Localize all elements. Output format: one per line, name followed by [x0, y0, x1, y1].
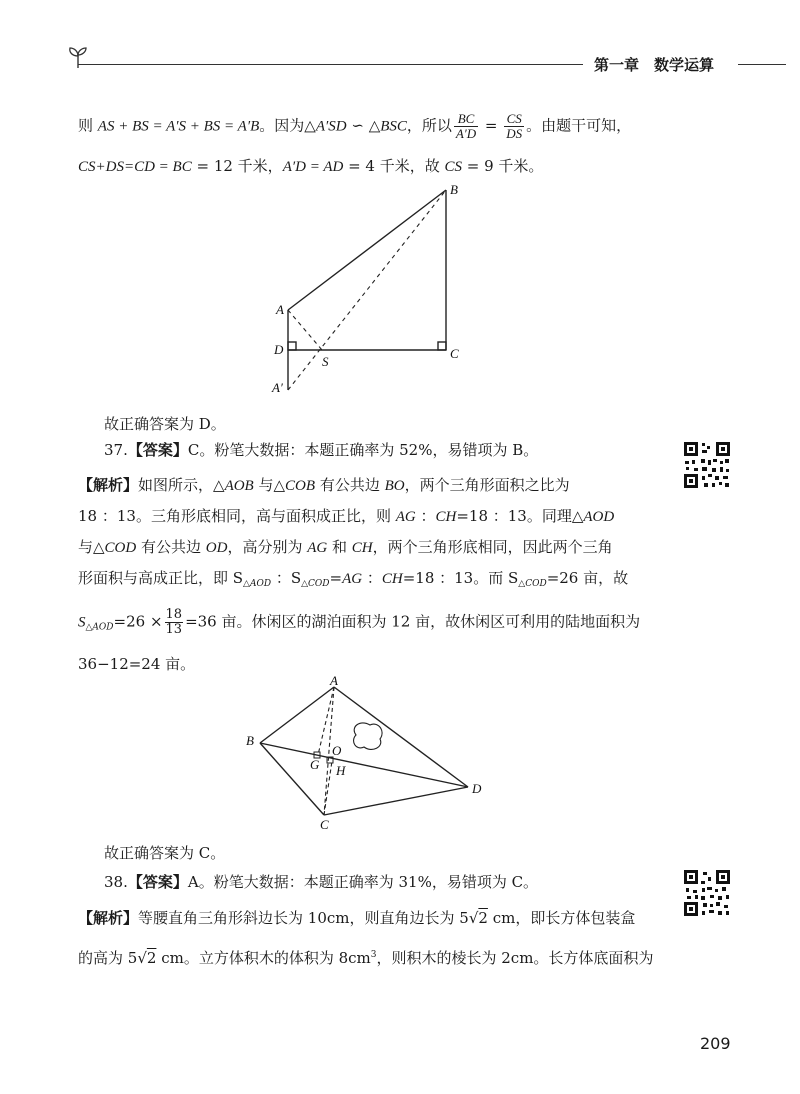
diagonal-bd — [260, 743, 468, 787]
figure-quadrilateral-diagram — [240, 675, 500, 835]
figure-reflection-diagram — [260, 180, 480, 400]
qr-code-icon[interactable] — [682, 440, 732, 490]
chapter-title: 第一章 数学运算 — [594, 56, 715, 74]
q36-conclusion: 故正确答案为 D。 — [104, 415, 226, 433]
fraction-bc-ad: $\frac{BC}{A'D}$ — [455, 111, 477, 141]
label-c: C — [450, 346, 459, 361]
header-rule-right — [738, 64, 786, 65]
segment-cd — [324, 787, 468, 815]
label-a: A — [330, 675, 338, 688]
label-d: D — [472, 781, 482, 796]
q38-analysis-line1: 【解析】等腰直角三角形斜边长为 10cm，则直角边长为 5√2 cm，即长方体包装盒 — [78, 909, 636, 927]
fraction-cs-ds: $\frac{CS}{DS}$ — [506, 111, 523, 141]
height-ch-dashed — [324, 761, 332, 815]
label-o: O — [332, 743, 342, 758]
fraction-18-13: $\frac{18}{13}$ — [165, 607, 183, 637]
q37-analysis-line3: 与△COD 有公共边 OD，高分别为 AG 和 CH，两个三角形底相同，因此两个三角 — [78, 538, 613, 556]
q37-answer: 37.【答案】C。粉笔大数据：本题正确率为 52%，易错项为 B。 — [104, 441, 539, 459]
q37-conclusion: 故正确答案为 C。 — [104, 844, 226, 862]
q37-analysis-line4: 形面积与高成正比，即 $S_{\triangle AOD}$ ：$S_{\triangle COD}=AG$ ：CH=18 ：13。而 $S_{\triangle COD}=26$ 亩，故 — [78, 569, 629, 589]
para1-line2: CS+DS=CD = BC = 12 千米，A′D = AD = 4 千米，故 CS = 9 千米。 — [78, 157, 544, 175]
right-angle-d — [288, 342, 296, 350]
segment-as-dashed — [288, 310, 322, 350]
para1-line1: 则 AS + BS = A′S + BS = A′B。因为△A′SD ∽ △BSC，所以 $\frac{BC}{A'D}$ = $\frac{CS}{DS}$ 。由题干可知， — [78, 111, 632, 141]
right-angle-c — [438, 342, 446, 350]
q37-analysis-line5: $S_{\triangle AOD}=26$ × $\frac{18}{13}$ =36 亩。休闲区的湖泊面积为 12 亩，故休闲区可利用的陆地面积为 — [78, 607, 641, 637]
segment-ab — [260, 687, 334, 743]
label-s: S — [322, 354, 329, 369]
leaf-icon — [66, 44, 90, 70]
label-b: B — [450, 182, 458, 197]
label-c: C — [320, 817, 329, 832]
q38-analysis-line2: 的高为 5√2 cm。立方体积木的体积为 $8cm^3$，则积木的棱长为 2cm。长方体底面积为 — [78, 949, 654, 967]
label-a: A — [276, 302, 284, 317]
label-g: G — [310, 757, 320, 772]
header-rule — [78, 64, 583, 65]
qr-code-icon[interactable] — [682, 868, 732, 918]
q38-answer: 38.【答案】A。粉笔大数据：本题正确率为 31%，易错项为 C。 — [104, 873, 539, 891]
q37-analysis-line2: 18 ：13。三角形底相同，高与面积成正比，则 AG ：CH=18 ：13。同理△AOD — [78, 507, 615, 525]
segment-ab — [288, 190, 446, 310]
label-h: H — [336, 763, 346, 778]
label-a-prime: A′ — [272, 380, 283, 395]
segment-a-prime-b-dashed — [288, 190, 446, 390]
label-b: B — [246, 733, 254, 748]
page-number: 209 — [700, 1034, 731, 1053]
lake-outline — [354, 723, 383, 750]
q37-analysis-line6: 36−12=24 亩。 — [78, 655, 196, 673]
q37-analysis-line1: 【解析】如图所示，△AOB 与△COB 有公共边 BO，两个三角形面积之比为 — [78, 476, 570, 494]
label-d: D — [274, 342, 284, 357]
